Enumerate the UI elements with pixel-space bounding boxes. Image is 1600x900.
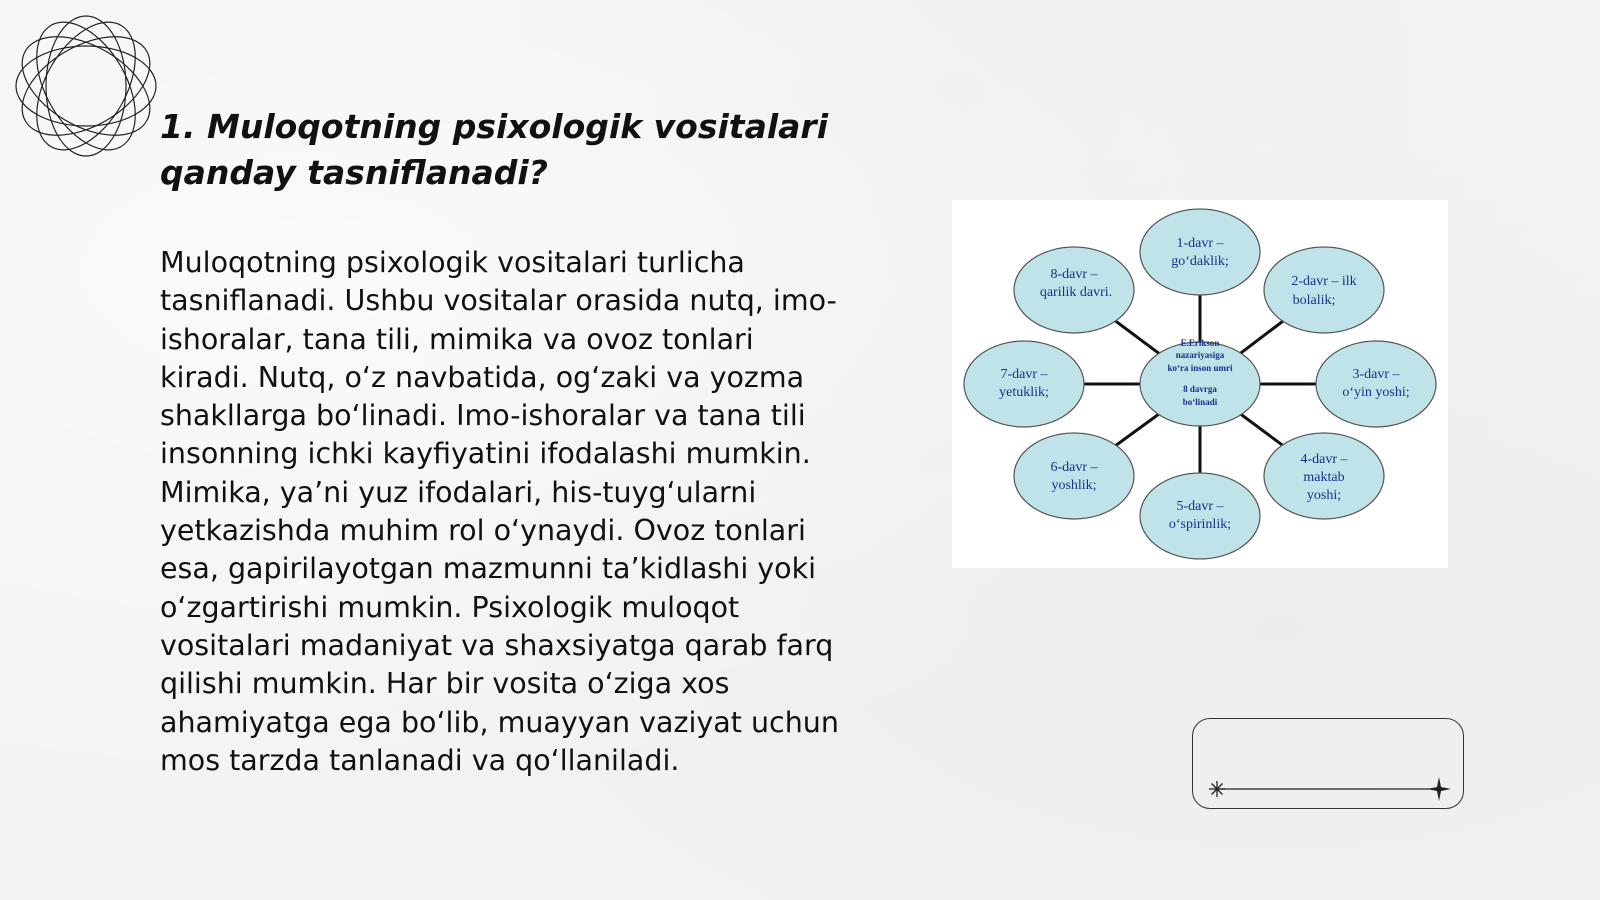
node-6-line2: yoshlik; — [1051, 478, 1097, 493]
node-1-line1: 1-davr – — [1176, 236, 1224, 251]
center-label-line4: 8 davrga — [1183, 384, 1217, 394]
node-6-line1: 6-davr – — [1050, 460, 1098, 475]
node-5-line1: 5-davr – — [1176, 499, 1224, 514]
four-point-star-icon — [1427, 777, 1451, 801]
erikson-diagram — [952, 200, 1448, 568]
node-8-line2: qarilik davri. — [1039, 285, 1113, 300]
node-7-line1: 7-davr – — [1000, 367, 1048, 382]
node-2-line1: 2-davr – ilk — [1291, 274, 1357, 289]
node-1-line2: go‘daklik; — [1171, 254, 1229, 269]
center-label-line5: bo‘linadi — [1182, 397, 1218, 407]
diagram-node-5 — [1140, 473, 1260, 559]
node-5-line2: o‘spirinlik; — [1168, 517, 1232, 532]
diagram-node-7 — [964, 341, 1084, 427]
diagram-node-6 — [1014, 433, 1134, 519]
decorative-line-svg — [1193, 719, 1465, 810]
sparkle-star-icon — [1209, 781, 1225, 797]
center-label-line2: nazariyasiga — [1175, 350, 1225, 360]
diagram-node-2 — [1264, 247, 1384, 333]
diagram-node-1 — [1140, 209, 1260, 295]
slide-body-text: Muloqotning psixologik vositalari turlicha tasniflanadi. Ushbu vositalar orasida nutq, imo-ishoralar, tana tili, mimika va ovoz tonlari kiradi. Nutq, o‘z navbatida, og‘zaki va yozma shakllarga bo‘linadi. Imo-ishoralar va tana tili insonning ichki kayfiyatini ifodalashi mumkin. Mimika, ya’ni yuz ifodalari, his-tuyg‘ularni yetkazishda muhim rol o‘ynaydi. Ovoz tonlari esa, gapirilayotgan mazmunni ta’kidlashi yoki o‘zgartirishi mumkin. Psixologik muloqot vositalari madaniyat va shaxsiyatga qarab farq qilishi mumkin. Har bir vosita o‘ziga xos ahamiyatga ega bo‘lib, muayyan vaziyat uchun mos tarzda tanlanadi va qo‘llaniladi. — [160, 246, 839, 777]
slide-title: 1. Muloqotning psixologik vositalari qanday tasniflanadi? — [160, 107, 829, 192]
erikson-diagram-svg — [952, 200, 1448, 568]
diagram-node-3 — [1316, 341, 1436, 427]
center-label-line3: ko‘ra inson umri — [1167, 363, 1233, 373]
node-4-line3: yoshi; — [1306, 488, 1342, 503]
node-3-line2: o‘yin yoshi; — [1342, 385, 1410, 400]
node-4-line1: 4-davr – — [1300, 452, 1348, 467]
circular-ornament-icon — [8, 8, 164, 164]
decorative-line-box — [1192, 718, 1464, 809]
node-3-line1: 3-davr – — [1352, 367, 1400, 382]
node-4-line2: maktab — [1303, 470, 1345, 485]
node-2-line2: bolalik; — [1292, 293, 1336, 308]
node-7-line2: yetuklik; — [999, 385, 1049, 400]
center-label-line1: E.Erikson — [1180, 338, 1220, 348]
node-8-line1: 8-davr – — [1050, 267, 1098, 282]
